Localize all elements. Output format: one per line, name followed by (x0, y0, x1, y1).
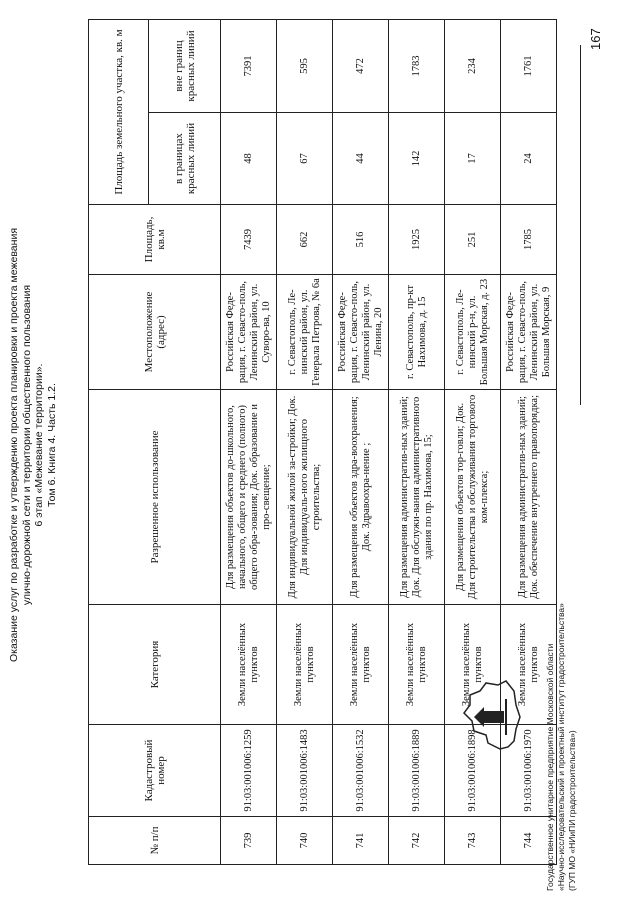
cell-category: Земли населённых пунктов (501, 605, 557, 725)
col-header-use: Разрешенное использование (89, 390, 221, 605)
table-row (389, 19, 445, 864)
cell-use: Для размещения объектов здра-воохранения; Док. Здравоохра-нение ; (333, 390, 389, 605)
header-line-2: улично-дорожной сети и территории общественного пользования (20, 284, 33, 606)
cell-location: Российская Феде-рация, г. Севасто-поль, Ленинский район, ул. Большая Морская, 9 (501, 275, 557, 390)
institute-emblem-icon (460, 677, 522, 757)
cell-cadastral: 91:03:001006:1889 (389, 725, 445, 817)
cell-use: Для размещения объектов до-школьного, начального, общего и среднего (полного) общего обра-зования; Док. образование и про-свещение; (221, 390, 277, 605)
col-header-within: в границах красных линий (149, 113, 221, 205)
table-row (221, 19, 277, 864)
cell-area: 7439 (221, 205, 277, 275)
document-footer (545, 471, 578, 891)
cell-cadastral: 91:03:001006:1532 (333, 725, 389, 817)
cell-use: Для размещения административ-ных зданий; Док. обеспечение внутреннего правопорядка; (501, 390, 557, 605)
col-header-cadastral: Кадастровый номер (89, 725, 221, 817)
cell-cadastral: 91:03:001006:1483 (277, 725, 333, 817)
cell-category: Земли населённых пунктов (333, 605, 389, 725)
cell-area: 1925 (389, 205, 445, 275)
cell-use: Для индивидуальной жилой за-стройки; Док. Для индивидуаль-ного жилищного строительства; (277, 390, 333, 605)
cell-category: Земли населённых пунктов (221, 605, 277, 725)
cell-area: 251 (445, 205, 501, 275)
cell-outside: 7391 (221, 19, 277, 112)
footer-line-2: «Научно-исследовательский и проектный институт градостроительства» (556, 603, 566, 891)
cell-location: г. Севастополь, пр-кт Нахимова, д. 15 (389, 275, 445, 390)
col-header-land-area: Площадь земельного участка, кв. м (89, 19, 149, 204)
cell-within: 67 (277, 113, 333, 205)
cell-category: Земли населённых пунктов (277, 605, 333, 725)
cell-within: 48 (221, 113, 277, 205)
cell-cadastral: 91:03:001006:1259 (221, 725, 277, 817)
cell-outside: 595 (277, 19, 333, 112)
cell-area: 516 (333, 205, 389, 275)
page-number: 167 (588, 28, 603, 50)
cell-location: г. Севастополь, Ле-нинский р-н, ул. Большая Морская, д. 23 (445, 275, 501, 390)
cell-area: 662 (277, 205, 333, 275)
cell-outside: 472 (333, 19, 389, 112)
footer-rule (580, 45, 581, 405)
cell-cadastral: 91:03:001006:1970 (501, 725, 557, 817)
cell-cadastral: 91:03:001006:1898 (445, 725, 501, 817)
cell-num: 742 (389, 817, 445, 865)
cell-num: 744 (501, 817, 557, 865)
cell-within: 44 (333, 113, 389, 205)
cell-within: 142 (389, 113, 445, 205)
footer-line-1: Государственное унитарное предприятие Московской области (545, 643, 555, 891)
document-header (8, 95, 58, 795)
col-header-category: Категория (89, 605, 221, 725)
col-header-outside: вне границ красных линий (149, 19, 221, 112)
header-line-3: 6 этап «Межевание территории». (33, 363, 45, 527)
table-row (277, 19, 333, 864)
cell-num: 740 (277, 817, 333, 865)
col-header-location: Местоположение (адрес) (89, 275, 221, 390)
header-line-1: Оказание услуг по разработке и утверждению проекта планировки и проекта межевания (8, 227, 20, 663)
cell-num: 739 (221, 817, 277, 865)
cell-outside: 234 (445, 19, 501, 112)
cell-within: 17 (445, 113, 501, 205)
col-header-num: № п/п (89, 817, 221, 865)
cell-location: г. Севастополь, Ле-нинский район, ул. Генерала Петрова, № 6а (277, 275, 333, 390)
cell-within: 24 (501, 113, 557, 205)
cell-location: Российская Феде-рация, г. Севасто-поль, Ленинский район, ул. Ленина, 20 (333, 275, 389, 390)
cell-num: 741 (333, 817, 389, 865)
cell-outside: 1761 (501, 19, 557, 112)
cell-area: 1785 (501, 205, 557, 275)
cell-category: Земли населённых пунктов (445, 605, 501, 725)
cell-num: 743 (445, 817, 501, 865)
cell-outside: 1783 (389, 19, 445, 112)
cell-category: Земли населённых пунктов (389, 605, 445, 725)
cell-location: Российская Феде-рация, г. Севасто-поль, Ленинский район, ул. Суворо-ва, 10 (221, 275, 277, 390)
table-row (333, 19, 389, 864)
cell-use: Для размещения объектов тор-говли; Док. Для строительства и обслуживания торгового ком-плекса; (445, 390, 501, 605)
cell-use: Для размещения административ-ных зданий; Док. Для обслужи-вания административного здания по пр. Нахимова, 15; (389, 390, 445, 605)
footer-line-3: (ГУП МО «НИиПИ градостроительства») (567, 730, 577, 891)
col-header-area: Площадь, кв.м (89, 205, 221, 275)
header-line-4: Том 6. Книга 4. Часть 1.2. (45, 383, 58, 507)
